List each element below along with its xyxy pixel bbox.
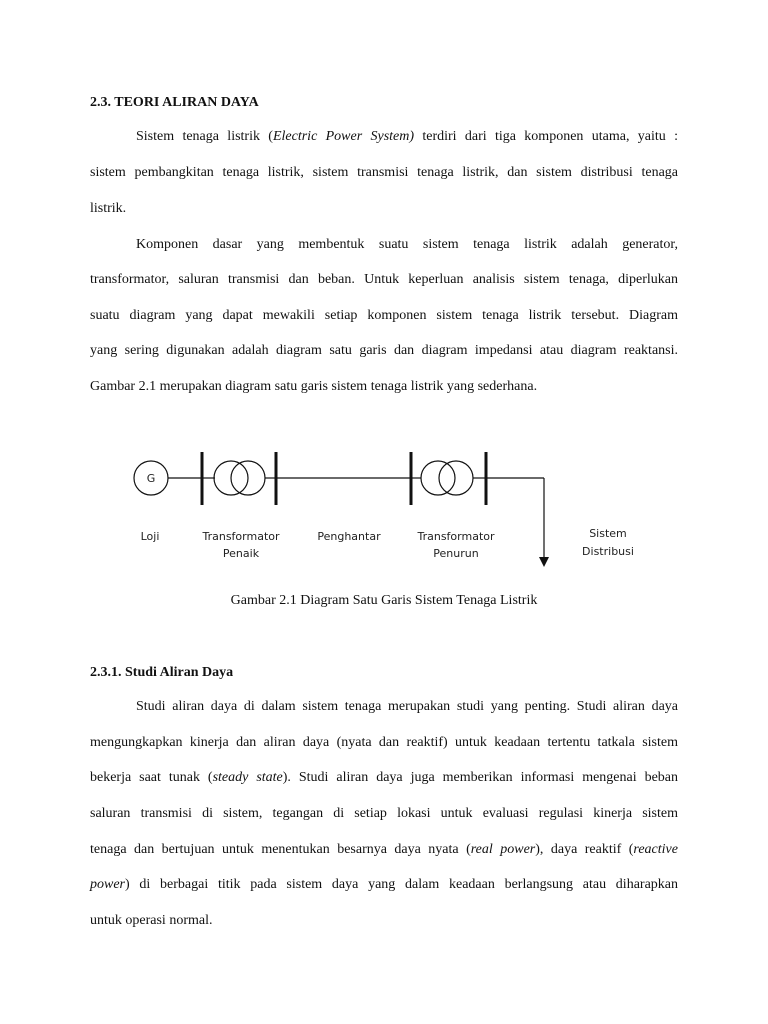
- subsection-heading: 2.3.1. Studi Aliran Daya: [90, 665, 234, 680]
- section-heading: 2.3. TEORI ALIRAN DAYA: [90, 95, 259, 110]
- text-run: bekerja saat tunak (: [90, 770, 213, 785]
- load-arrow-icon: [539, 557, 549, 567]
- paragraph-2-line-1: Komponen dasar yang membentuk suatu sistem tenaga listrik adalah generator,: [136, 237, 678, 252]
- paragraph-2-line-5: Gambar 2.1 merupakan diagram satu garis sistem tenaga listrik yang sederhana.: [90, 379, 538, 394]
- paragraph-2-line-4: yang sering digunakan adalah diagram satu garis dan diagram impedansi atau diagram reaktansi.: [90, 343, 678, 358]
- subsection-paragraph-line-5: [90, 841, 678, 859]
- label-penghantar: Penghantar: [317, 530, 381, 543]
- label-sistem-distribusi-1: Sistem: [589, 527, 627, 540]
- label-sistem-distribusi-2: Distribusi: [582, 545, 634, 558]
- paragraph-1-line-2: sistem pembangkitan tenaga listrik, sistem transmisi tenaga listrik, dan sistem distribusi tenaga: [90, 165, 678, 180]
- subsection-paragraph-line-6: [90, 876, 678, 894]
- subsection-paragraph-line-2: mengungkapkan kinerja dan aliran daya (nyata dan reaktif) untuk keadaan tertentu tatkala sistem: [90, 735, 678, 750]
- transformer-coil: [421, 461, 455, 495]
- paragraph-2-line-3: suatu diagram yang dapat mewakili setiap komponen sistem tenaga listrik tersebut. Diagram: [90, 308, 678, 323]
- generator-label: G: [146, 472, 156, 485]
- text-run: terdiri dari tiga komponen utama, yaitu :: [414, 129, 678, 144]
- subsection-paragraph-line-3: [90, 769, 678, 787]
- text-run: ). Studi aliran daya juga memberikan informasi mengenai beban: [282, 770, 678, 785]
- text-run: Sistem tenaga listrik (: [136, 129, 273, 144]
- figure-caption: Gambar 2.1 Diagram Satu Garis Sistem Tenaga Listrik: [230, 593, 538, 608]
- text-run: ), daya reaktif (: [535, 842, 634, 857]
- subsection-paragraph-line-7: untuk operasi normal.: [90, 913, 213, 928]
- paragraph-1-line-3: listrik.: [90, 201, 127, 216]
- italic-term: power: [90, 877, 125, 892]
- subsection-paragraph-line-4: saluran transmisi di sistem, tegangan di setiap lokasi untuk evaluasi regulasi kinerja sistem: [90, 806, 678, 821]
- paragraph-2-line-2: transformator, saluran transmisi dan beban. Untuk keperluan analisis sistem tenaga, diperlukan: [90, 272, 678, 287]
- paragraph-1-line-1: [90, 128, 678, 146]
- subsection-paragraph-line-1: Studi aliran daya di dalam sistem tenaga merupakan studi yang penting. Studi aliran daya: [136, 699, 678, 714]
- text-run: tenaga dan bertujuan untuk menentukan besarnya daya nyata (: [90, 842, 471, 857]
- text-run: ) di berbagai titik pada sistem daya yang dalam keadaan berlangsung atau diharapkan: [125, 877, 678, 892]
- label-loji: Loji: [140, 530, 160, 543]
- one-line-diagram: [0, 440, 768, 580]
- label-transformator-penurun-2: Penurun: [433, 547, 479, 560]
- italic-term: Electric Power System): [272, 129, 415, 144]
- label-transformator-penaik-2: Penaik: [222, 547, 260, 560]
- transformer-coil: [439, 461, 473, 495]
- italic-term: steady state: [212, 770, 283, 785]
- italic-term: reactive: [633, 842, 678, 857]
- label-transformator-penurun-1: Transformator: [417, 530, 495, 543]
- italic-term: real power: [470, 842, 536, 857]
- label-transformator-penaik-1: Transformator: [202, 530, 280, 543]
